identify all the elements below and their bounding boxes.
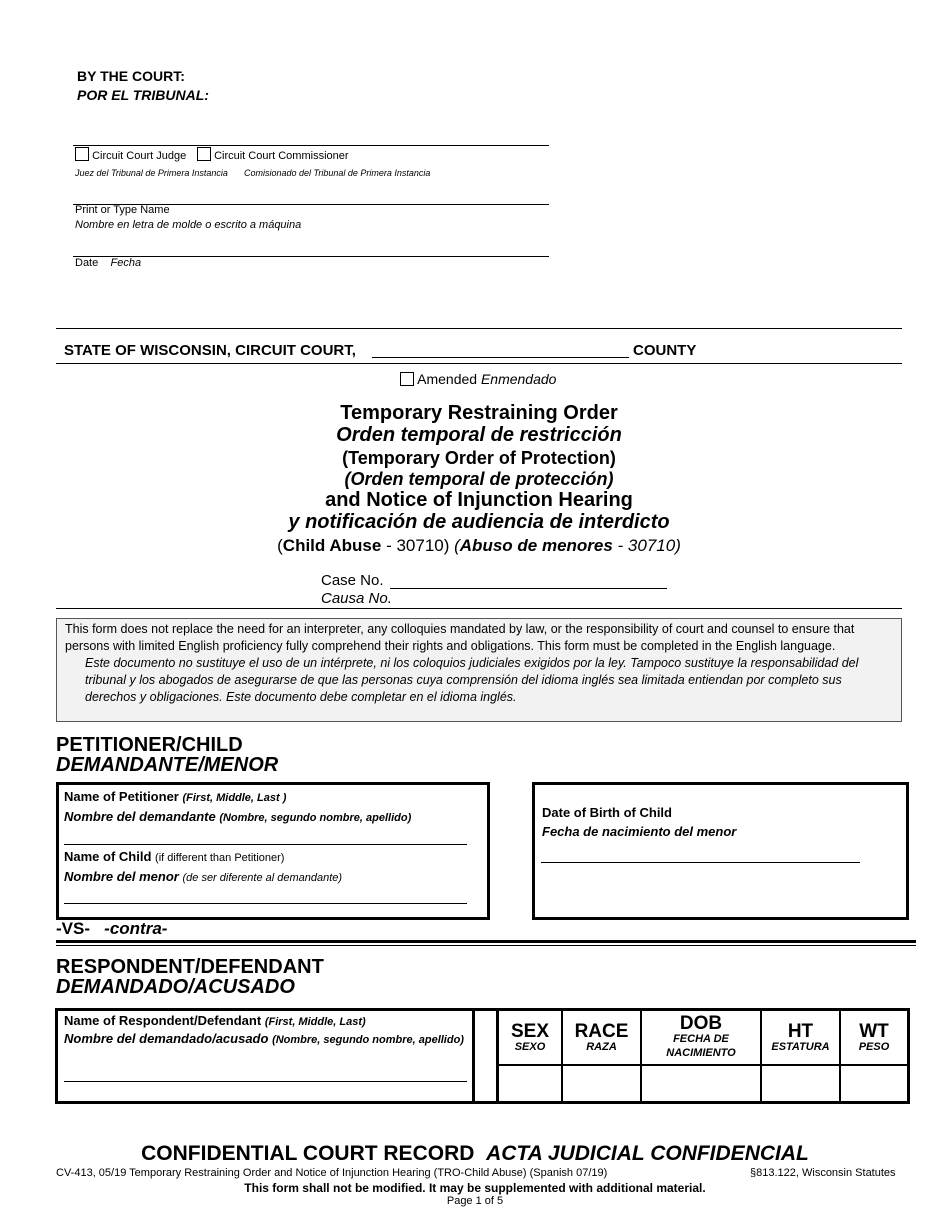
amended-checkbox[interactable] (400, 372, 414, 386)
respondent-name-line[interactable] (64, 1081, 467, 1082)
confidential-banner: CONFIDENTIAL COURT RECORD ACTA JUDICIAL CONFIDENCIAL (141, 1142, 809, 1165)
col-dob: DOB FECHA DE NACIMIENTO (641, 1010, 761, 1065)
print-name-label-es: Nombre en letra de molde o escrito a máquina (75, 219, 302, 231)
date-line[interactable] (73, 256, 549, 257)
case-type-code: (Child Abuse - 30710) (Abuso de menores - 30710) (277, 536, 681, 555)
by-court-label-es: POR EL TRIBUNAL: (77, 87, 209, 103)
race-cell[interactable] (562, 1065, 641, 1103)
col-height: HT ESTATURA (761, 1010, 840, 1065)
case-no-label-es: Causa No. (321, 590, 392, 607)
child-dob-line[interactable] (541, 862, 860, 863)
judge-label: Circuit Court Judge (92, 150, 187, 162)
col-race: RACE RAZA (562, 1010, 641, 1065)
petitioner-name-label: Name of Petitioner (First, Middle, Last ) (64, 789, 287, 804)
petitioner-heading: PETITIONER/CHILD (56, 734, 243, 756)
header-top-rule (56, 328, 902, 329)
state-court-label: STATE OF WISCONSIN, CIRCUIT COURT, (64, 342, 356, 359)
interpreter-notice (56, 618, 902, 722)
date-label-es: Fecha (110, 257, 142, 269)
petitioner-name-line[interactable] (64, 844, 467, 845)
dob-cell[interactable] (641, 1065, 761, 1103)
amended-option[interactable] (400, 371, 556, 387)
child-name-label: Name of Child (if different than Petitioner) (64, 849, 285, 864)
county-line[interactable] (372, 357, 629, 358)
signature-line (73, 145, 549, 146)
commissioner-option[interactable] (197, 147, 349, 162)
notice-en: This form does not replace the need for an interpreter, any colloquies mandated by law, or the responsibility of court and counsel to ensure that persons with limited English proficiency fully comprehend their rights and obligations. This form must be completed in the English language. (65, 622, 855, 653)
notice-es: Este documento no sustituye el uso de un intérprete, ni los coloquios judiciales exigidos por la ley. Tampoco sustituye la responsabilidad del tribunal y los abogados de asegurarse de que las personas cuya comprensión del idioma inglés sea limitada entiendan por completo sus derechos y obligaciones. Este documento debe completar en el idioma inglés. (85, 656, 859, 704)
title-line-2: Orden temporal de restricción (336, 424, 622, 446)
commissioner-label-es: Comisionado del Tribunal de Primera Instancia (244, 168, 431, 178)
print-name-label: Print or Type Name (75, 204, 170, 216)
height-cell[interactable] (761, 1065, 840, 1103)
respondent-name-label-es: Nombre del demandado/acusado (Nombre, segundo nombre, apellido) (64, 1031, 464, 1046)
versus-label: -VS- -contra- (56, 919, 168, 938)
title-line-3: (Temporary Order of Protection) (342, 448, 616, 468)
commissioner-label: Circuit Court Commissioner (214, 150, 349, 162)
amended-label: Amended (417, 371, 478, 387)
case-no-line[interactable] (390, 588, 667, 589)
respondent-divider (474, 1008, 497, 1104)
statute-ref: §813.122, Wisconsin Statutes (750, 1167, 896, 1179)
title-line-5: and Notice of Injunction Hearing (325, 489, 633, 511)
respondent-demographics-table (496, 1008, 910, 1104)
respondent-heading: RESPONDENT/DEFENDANT (56, 956, 324, 978)
child-name-line[interactable] (64, 903, 467, 904)
date-label (75, 257, 141, 269)
respondent-heading-es: DEMANDADO/ACUSADO (56, 976, 295, 998)
sex-cell[interactable] (498, 1065, 563, 1103)
title-line-6: y notificación de audiencia de interdicto (288, 511, 670, 533)
petitioner-heading-es: DEMANDANTE/MENOR (56, 754, 279, 776)
child-dob-label: Date of Birth of Child (542, 805, 672, 820)
child-dob-box (532, 782, 909, 920)
form-id: CV-413, 05/19 Temporary Restraining Order and Notice of Injunction Hearing (TRO-Child Abuse) (Spanish 07/19) (56, 1167, 608, 1179)
by-court-label: BY THE COURT: (77, 68, 185, 84)
page-number: Page 1 of 5 (446, 1195, 504, 1207)
judge-checkbox[interactable] (75, 147, 89, 161)
child-dob-label-es: Fecha de nacimiento del menor (542, 824, 737, 839)
col-sex: SEX SEXO (498, 1010, 563, 1065)
child-name-label-es: Nombre del menor (de ser diferente al demandante) (64, 869, 343, 884)
petitioner-name-label-es: Nombre del demandante (Nombre, segundo nombre, apellido) (64, 809, 412, 824)
case-bottom-rule (56, 608, 902, 609)
date-label-en: Date (75, 257, 99, 269)
commissioner-checkbox[interactable] (197, 147, 211, 161)
no-modify-notice: This form shall not be modified. It may be supplemented with additional material. (244, 1181, 706, 1195)
judge-option[interactable] (75, 147, 186, 162)
weight-cell[interactable] (840, 1065, 909, 1103)
respondent-name-label: Name of Respondent/Defendant (First, Middle, Last) (64, 1013, 366, 1028)
judge-label-es: Juez del Tribunal de Primera Instancia (75, 168, 228, 178)
col-weight: WT PESO (840, 1010, 909, 1065)
amended-label-es: Enmendado (480, 371, 557, 387)
case-no-label: Case No. (321, 572, 384, 589)
header-bottom-rule (56, 363, 902, 364)
title-line-4: (Orden temporal de protección) (344, 469, 614, 489)
versus-double-rule (56, 940, 916, 946)
county-label: COUNTY (633, 342, 697, 359)
title-line-1: Temporary Restraining Order (340, 402, 618, 424)
